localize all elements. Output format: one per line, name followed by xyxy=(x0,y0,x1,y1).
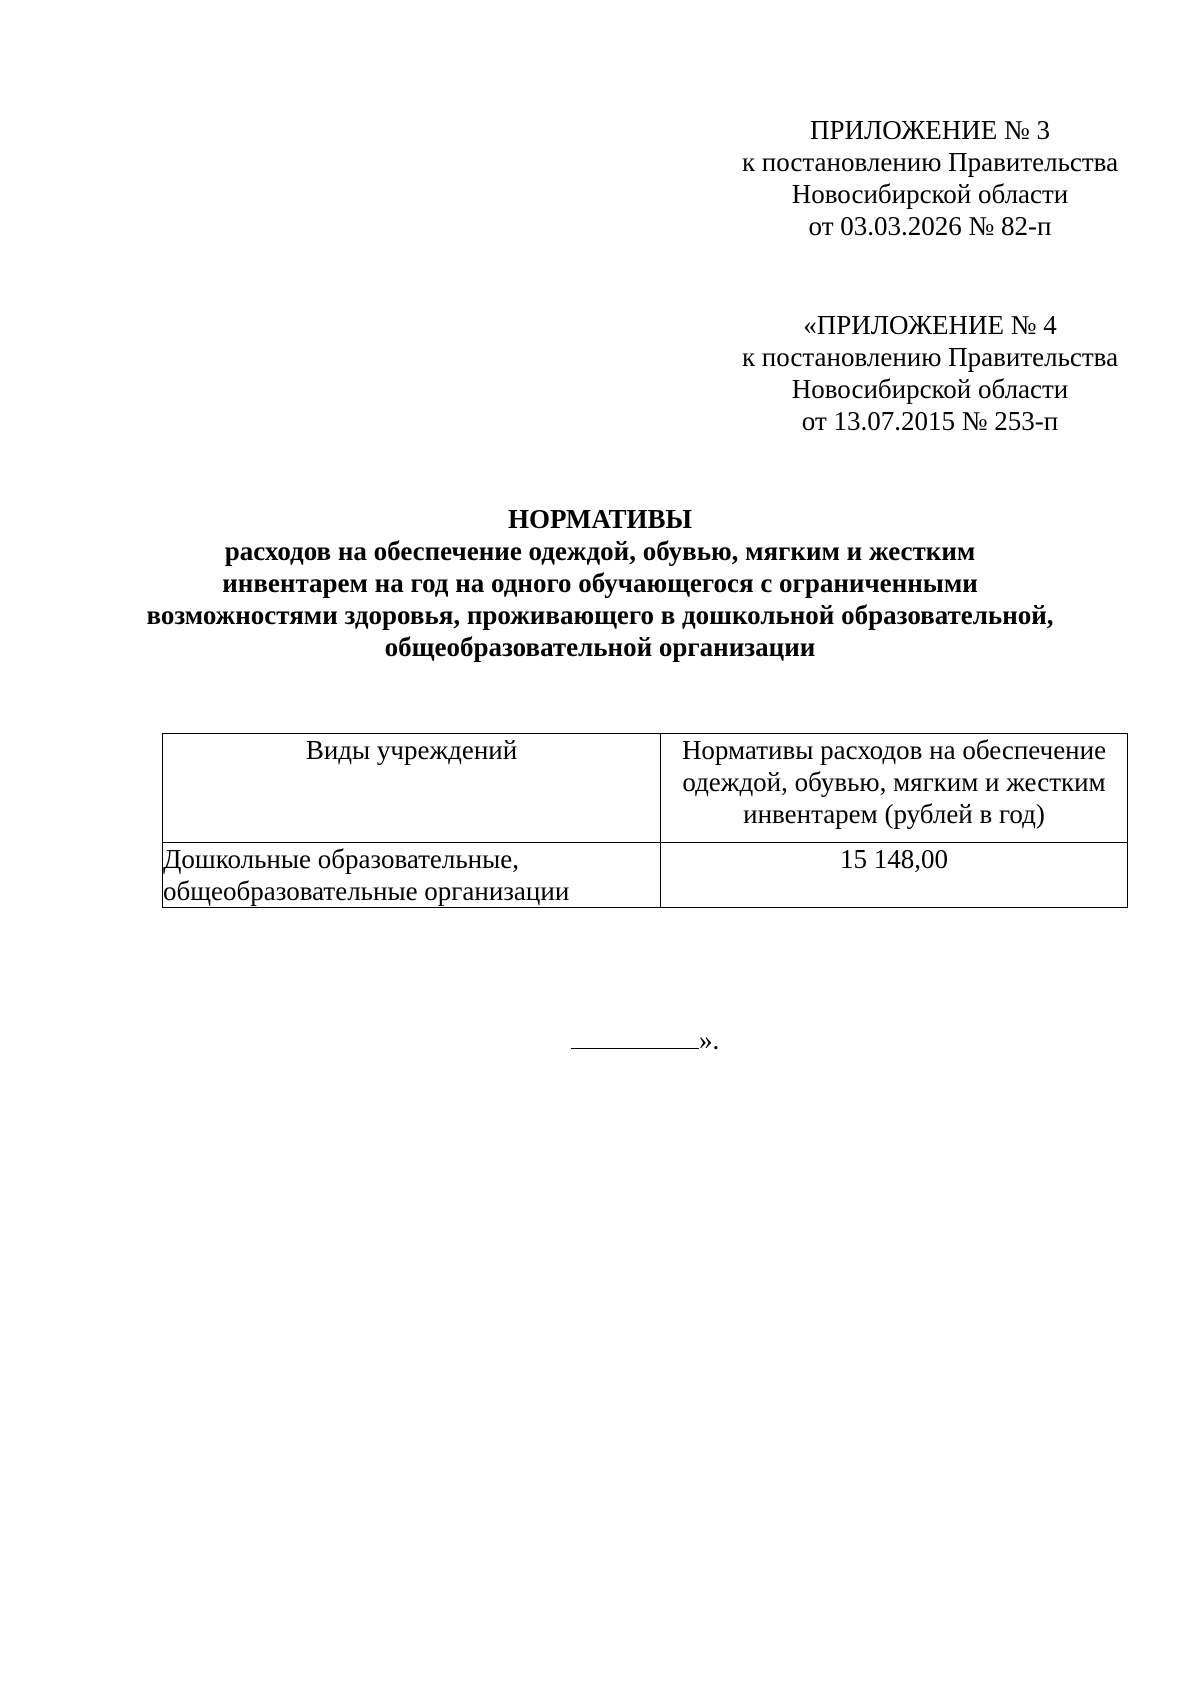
appendix-3-line: от 03.03.2026 № 82-п xyxy=(808,211,1052,241)
appendix-3-line: ПРИЛОЖЕНИЕ № 3 xyxy=(809,115,1051,145)
appendix-4-line: от 13.07.2015 № 253-п xyxy=(801,406,1059,436)
appendix-4-header xyxy=(730,309,1130,437)
subtitle-line: общеобразовательной организации xyxy=(384,632,816,662)
appendix-4-line: Новосибирской области xyxy=(791,374,1069,404)
expense-norm-value: 15 148,00 xyxy=(661,843,1128,908)
table-row xyxy=(163,843,1128,908)
closing-quote: ». xyxy=(699,1025,720,1055)
header-institution-type: Виды учреждений xyxy=(163,734,661,843)
header-norm-line: инвентарем (рублей в год) xyxy=(743,799,1045,829)
appendix-3-line: к постановлению Правительства xyxy=(741,147,1119,177)
appendix-3-line: Новосибирской области xyxy=(791,179,1069,209)
closing-underline xyxy=(571,1026,699,1049)
appendix-3-header xyxy=(730,114,1130,242)
norms-table xyxy=(162,733,1128,908)
document-title: НОРМАТИВЫ xyxy=(507,504,693,534)
institution-type-cell xyxy=(163,843,661,908)
header-norm-line: одеждой, обувью, мягким и жестким xyxy=(682,767,1106,797)
closing-mark xyxy=(571,1024,719,1056)
institution-type-line: общеобразовательные организации xyxy=(163,876,570,906)
subtitle-line: расходов на обеспечение одеждой, обувью, мягким и жестким xyxy=(224,536,976,566)
header-norm-line: Нормативы расходов на обеспечение xyxy=(681,735,1107,765)
subtitle-line: инвентарем на год на одного обучающегося с ограниченными xyxy=(222,568,978,598)
header-expense-norm xyxy=(661,734,1128,843)
subtitle-line: возможностями здоровья, проживающего в дошкольной образовательной, xyxy=(146,600,1054,630)
appendix-4-line: «ПРИЛОЖЕНИЕ № 4 xyxy=(803,310,1057,340)
institution-type-line: Дошкольные образовательные, xyxy=(163,844,520,874)
table-header-row xyxy=(163,734,1128,843)
document-subtitle xyxy=(140,535,1060,663)
appendix-4-line: к постановлению Правительства xyxy=(741,342,1119,372)
